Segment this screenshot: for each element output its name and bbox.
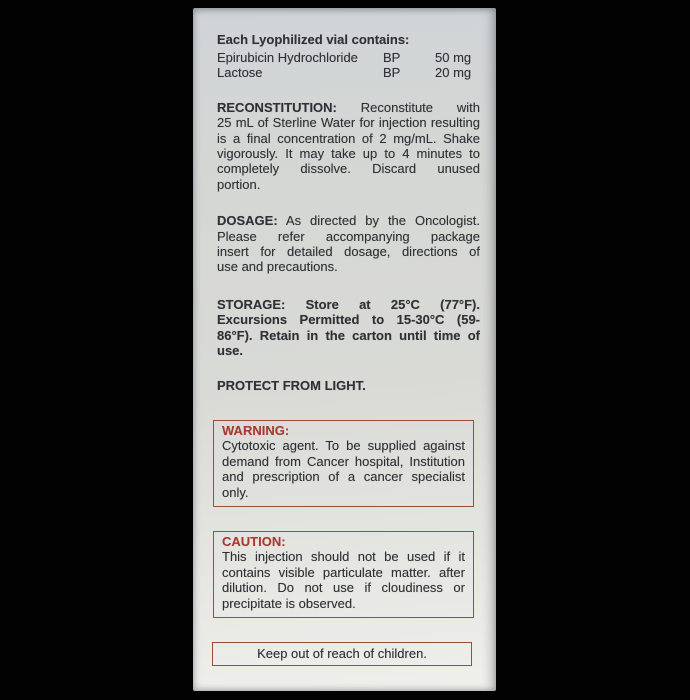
text-line: precipitate is observed.	[222, 595, 356, 611]
text-line: portion.	[217, 176, 261, 192]
text-line: 86°F). Retain in the carton until time of	[217, 327, 480, 343]
caution-box	[213, 531, 474, 618]
warning-box	[213, 420, 474, 507]
text-line: is a final concentration of 2 mg/mL. Shake	[217, 130, 480, 146]
text-line: completely dissolve. Discard unused	[217, 161, 480, 177]
text-line: and prescription of a cancer specialist	[222, 469, 465, 485]
text-line: Excursions Permitted to 15-30°C (59-	[217, 312, 480, 328]
pharmacopoeia-code: BP	[383, 65, 401, 81]
reconstitution-section	[217, 100, 480, 192]
composition-section	[217, 31, 480, 81]
section-heading: DOSAGE:	[217, 213, 278, 229]
label-content	[193, 8, 496, 666]
storage-section	[217, 297, 480, 359]
ingredient-strength: 20 mg	[435, 65, 472, 81]
text-line: dilution. Do not use if cloudiness or	[222, 580, 465, 596]
text-line: only.	[222, 484, 249, 500]
composition-table	[217, 50, 480, 81]
ingredient-strength: 50 mg	[435, 50, 472, 65]
text-line: Please refer accompanying package	[217, 228, 480, 244]
section-heading: RECONSTITUTION:	[217, 99, 337, 115]
text-line: demand from Cancer hospital, Institution	[222, 453, 465, 469]
text-line: vigorously. It may take up to 4 minutes to	[217, 146, 480, 162]
protect-from-light-text: PROTECT FROM LIGHT.	[217, 377, 366, 393]
ingredient-name: Lactose	[217, 65, 263, 81]
text-line: DOSAGE: As directed by the Oncologist.	[217, 213, 480, 229]
ingredient-name: Epirubicin Hydrochloride	[217, 50, 358, 65]
text-line: use.	[217, 343, 244, 359]
ingredient-row	[217, 50, 480, 65]
text-line: Cytotoxic agent. To be supplied against	[222, 438, 465, 454]
text-line: insert for detailed dosage, directions of	[217, 244, 480, 260]
medicine-label-panel	[193, 8, 496, 691]
dosage-section	[217, 213, 480, 275]
warning-heading: WARNING:	[222, 422, 290, 438]
text-line: 25 mL of Sterline Water for injection resulting	[217, 115, 480, 131]
text-line: STORAGE: Store at 25°C (77°F).	[217, 296, 480, 312]
ingredient-row	[217, 65, 480, 80]
composition-title: Each Lyophilized vial contains:	[217, 32, 410, 47]
keep-out-of-reach-box	[212, 642, 472, 666]
caution-heading: CAUTION:	[222, 533, 286, 549]
keep-out-text: Keep out of reach of children.	[257, 645, 427, 661]
text-line: contains visible particulate matter. after	[222, 564, 465, 580]
text-line: use and precautions.	[217, 259, 338, 275]
text-line: RECONSTITUTION: Reconstitute with	[217, 99, 480, 115]
pharmacopoeia-code: BP	[383, 50, 401, 65]
text-line: This injection should not be used if it	[222, 549, 465, 565]
